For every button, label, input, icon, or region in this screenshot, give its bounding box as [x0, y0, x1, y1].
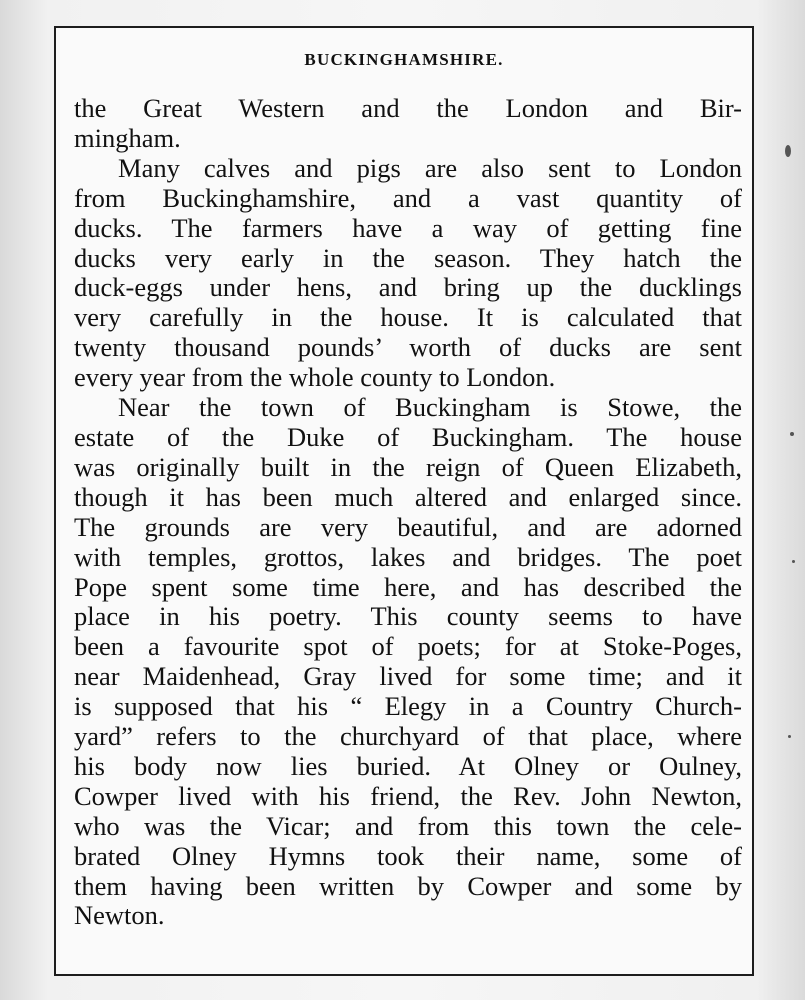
page-header: BUCKINGHAMSHIRE.: [304, 50, 504, 69]
text-line: Near the town of Buckingham is Stowe, the: [118, 392, 742, 423]
text-line: estate of the Duke of Buckingham. The house: [74, 421, 742, 452]
text-line: Pope spent some time here, and has described the: [74, 571, 742, 602]
text-line: yard” refers to the churchyard of that place, where: [74, 721, 742, 752]
ink-speck: [790, 432, 794, 436]
text-line: the Great Western and the London and Bir-: [74, 93, 742, 123]
text-line: them having been written by Cowper and some by: [74, 870, 742, 901]
text-line: twenty thousand pounds’ worth of ducks are sent: [74, 332, 742, 363]
body-text: [74, 94, 742, 931]
text-line: very carefully in the house. It is calculated that: [74, 302, 742, 333]
text-line: place in his poetry. This county seems to have: [74, 601, 742, 632]
text-line: Many calves and pigs are also sent to London: [118, 152, 742, 183]
text-line: every year from the whole county to London.: [74, 362, 556, 393]
ink-speck: [785, 145, 791, 157]
text-line: The grounds are very beautiful, and are adorned: [74, 511, 742, 542]
text-line: Newton.: [74, 900, 165, 931]
ink-speck: [792, 560, 795, 563]
ink-speck: [788, 735, 791, 738]
text-line: been a favourite spot of poets; for at Stoke-Poges,: [74, 631, 742, 662]
text-line: is supposed that his “ Elegy in a Country Church-: [74, 691, 742, 722]
text-line: was originally built in the reign of Queen Elizabeth,: [74, 451, 742, 482]
text-line: brated Olney Hymns took their name, some of: [74, 840, 742, 871]
text-line: mingham.: [74, 122, 181, 153]
text-line: duck-eggs under hens, and bring up the ducklings: [74, 272, 742, 303]
text-line: near Maidenhead, Gray lived for some time; and it: [74, 661, 742, 692]
text-line: ducks very early in the season. They hatch the: [74, 242, 742, 273]
text-line: Cowper lived with his friend, the Rev. John Newton,: [74, 780, 742, 811]
text-line: though it has been much altered and enlarged since.: [74, 481, 742, 512]
page-frame: [54, 26, 754, 976]
text-line: from Buckinghamshire, and a vast quantity of: [74, 182, 742, 213]
text-line: who was the Vicar; and from this town the cele-: [74, 810, 742, 841]
text-line: ducks. The farmers have a way of getting fine: [74, 212, 742, 243]
text-line: with temples, grottos, lakes and bridges. The poet: [74, 541, 742, 572]
text-line: his body now lies buried. At Olney or Oulney,: [74, 750, 742, 781]
